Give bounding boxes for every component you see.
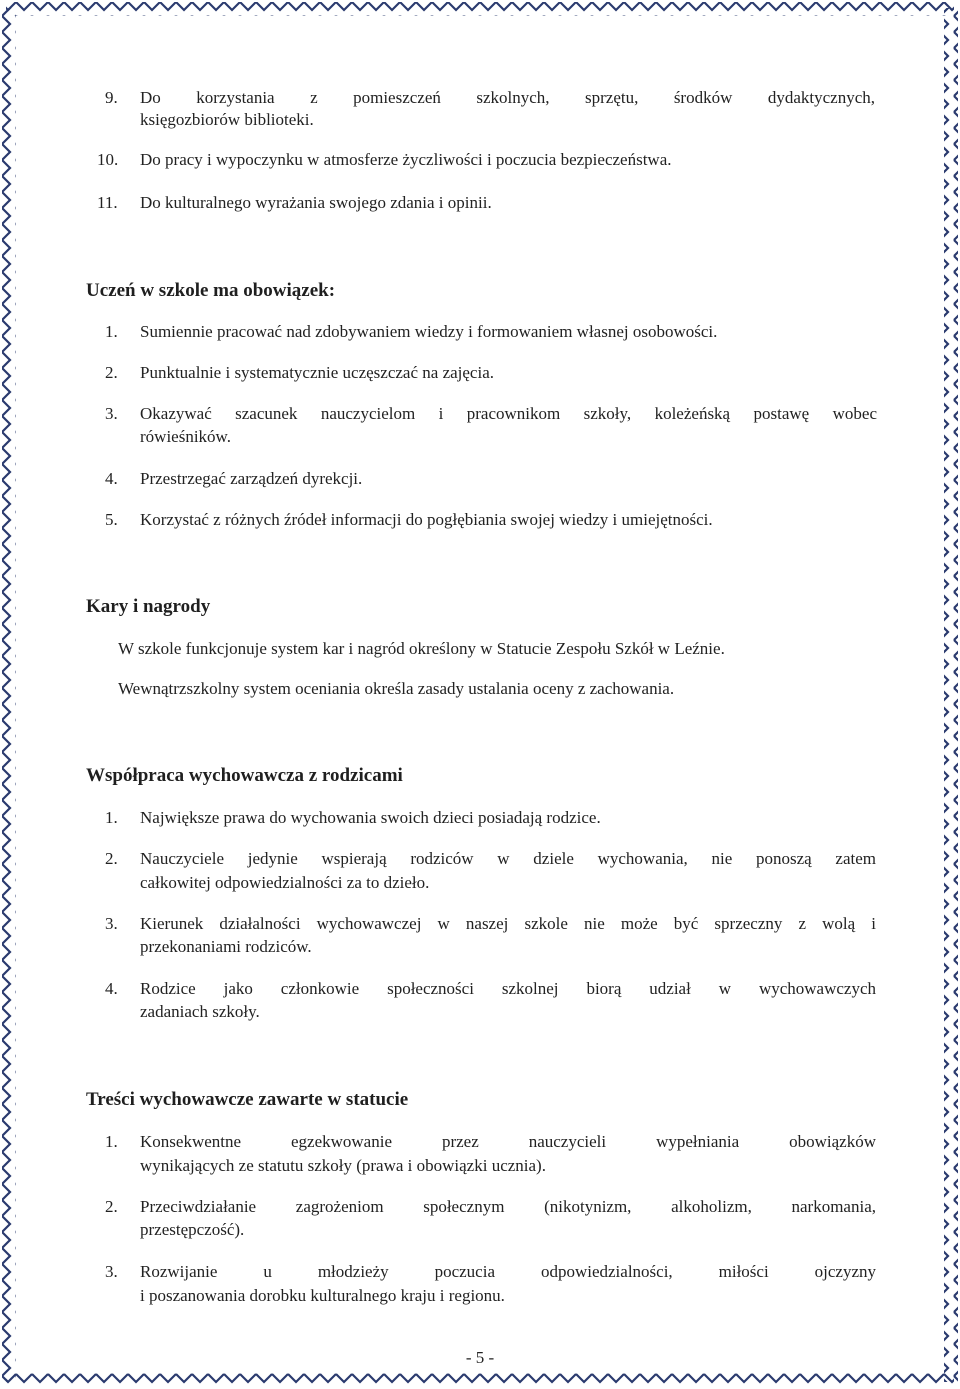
list-item-continuation: przestępczość). (140, 1220, 245, 1239)
list-number: 4. (105, 469, 118, 488)
list-number: 4. (105, 979, 118, 998)
section-heading: Treści wychowawcze zawarte w statucie (86, 1089, 409, 1110)
list-item-text: Okazywać szacunek nauczycielom i pracownikom szkoły, koleżeńską postawę wobec (140, 404, 877, 423)
list-item-text: Konsekwentne egzekwowanie przez nauczycieli wypełniania obowiązków (140, 1132, 876, 1151)
list-item-text: Sumiennie pracować nad zdobywaniem wiedzy i formowaniem własnej osobowości. (140, 322, 718, 341)
list-item-continuation: i poszanowania dorobku kulturalnego kraju i regionu. (140, 1286, 505, 1305)
page-number: - 5 - (465, 1348, 495, 1367)
list-item-continuation: przekonaniami rodziców. (140, 937, 312, 956)
list-item-text: Do kulturalnego wyrażania swojego zdania i opinii. (140, 193, 492, 212)
list-item-continuation: rówieśników. (140, 427, 231, 446)
list-item-text: Rodzice jako członkowie społeczności szkolnej biorą udział w wychowawczych (140, 979, 876, 998)
list-number: 2. (105, 849, 118, 868)
list-item-text: Największe prawa do wychowania swoich dzieci posiadają rodzice. (140, 808, 601, 827)
list-item-continuation: księgozbiorów biblioteki. (140, 110, 314, 129)
list-item-text: Przestrzegać zarządzeń dyrekcji. (140, 469, 363, 488)
list-number: 1. (105, 1132, 118, 1151)
list-item-text: Punktualnie i systematycznie uczęszczać na zajęcia. (140, 363, 494, 382)
section-heading: Uczeń w szkole ma obowiązek: (86, 280, 336, 301)
section-heading: Kary i nagrody (86, 596, 211, 617)
list-item-text: Do korzystania z pomieszczeń szkolnych, sprzętu, środków dydaktycznych, (140, 88, 875, 107)
list-number: 1. (105, 808, 118, 827)
list-item-text: Korzystać z różnych źródeł informacji do pogłębiania swojej wiedzy i umiejętności. (140, 510, 713, 529)
list-number: 3. (105, 404, 118, 423)
paragraph-line: Wewnątrzszkolny system oceniania określa zasady ustalania oceny z zachowania. (118, 679, 675, 698)
list-item-text: Przeciwdziałanie zagrożeniom społecznym (nikotynizm, alkoholizm, narkomania, (140, 1197, 876, 1216)
list-item-continuation: wynikających ze statutu szkoły (prawa i obowiązki ucznia). (140, 1156, 546, 1175)
list-item-text: Kierunek działalności wychowawczej w naszej szkole nie może być sprzeczny z wolą i (140, 914, 876, 933)
section-heading: Współpraca wychowawcza z rodzicami (86, 765, 403, 786)
list-number: 2. (105, 1197, 118, 1216)
list-number: 3. (105, 1262, 118, 1281)
list-number: 5. (105, 510, 118, 529)
list-number: 9. (105, 88, 118, 107)
paragraph-line: W szkole funkcjonuje system kar i nagród określony w Statucie Zespołu Szkół w Leźnie. (118, 639, 725, 658)
list-item-text: Do pracy i wypoczynku w atmosferze życzliwości i poczucia bezpieczeństwa. (140, 150, 672, 169)
list-number: 3. (105, 914, 118, 933)
list-number: 1. (105, 322, 118, 341)
list-number: 2. (105, 363, 118, 382)
list-number: 10. (97, 150, 119, 169)
list-item-continuation: zadaniach szkoły. (140, 1002, 260, 1021)
list-number: 11. (97, 193, 118, 212)
list-item-continuation: całkowitej odpowiedzialności za to dzieło. (140, 873, 430, 892)
list-item-text: Nauczyciele jedynie wspierają rodziców w dziele wychowania, nie ponoszą zatem (140, 849, 876, 868)
list-item-text: Rozwijanie u młodzieży poczucia odpowiedzialności, miłości ojczyzny (140, 1262, 876, 1281)
